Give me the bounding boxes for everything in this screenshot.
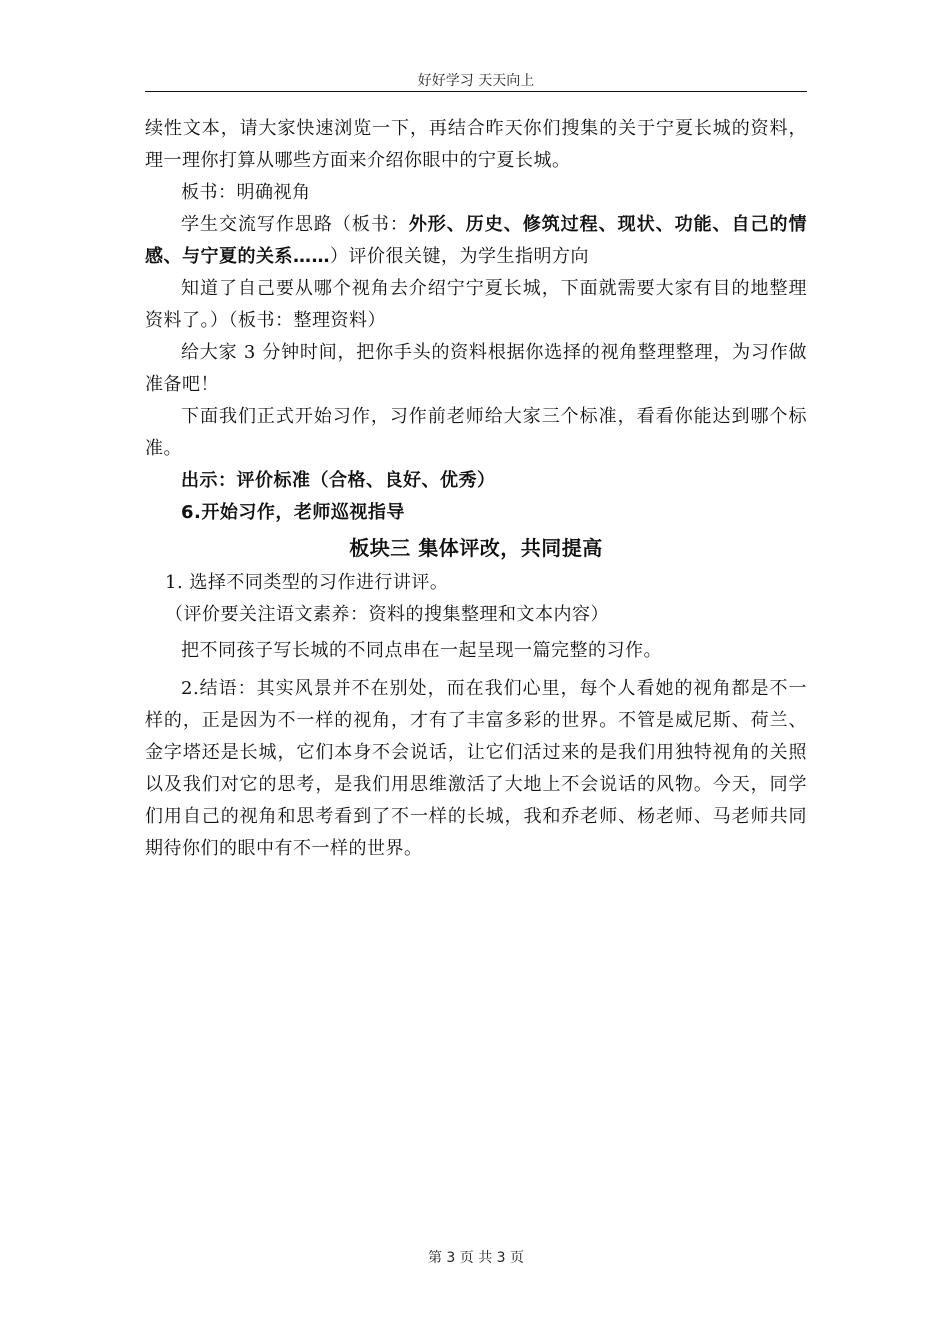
page-footer: 第 3 页 共 3 页 (427, 1250, 525, 1266)
paragraph-writing-ideas (145, 209, 807, 273)
paragraph-continuation: 续性文本，请大家快速浏览一下，再结合昨天你们搜集的关于宁夏长城的资料，理一理你打算从哪些方面来介绍你眼中的宁夏长城。 (145, 118, 807, 171)
section3-item1: 1. 选择不同类型的习作进行讲评。 (165, 572, 449, 593)
header-divider (145, 91, 807, 92)
paragraph-standards: 下面我们正式开始习作，习作前老师给大家三个标准，看看你能达到哪个标准。 (145, 406, 807, 459)
page-header: 好好学习 天天向上 (417, 73, 535, 89)
paragraph-start-writing: 6.开始习作，老师巡视指导 (181, 502, 405, 523)
writing-ideas-tail: ）评价很关键，为学生指明方向 (330, 246, 589, 267)
document-body (145, 113, 807, 865)
writing-ideas-bold: 外形、历史、修筑过程、现状、功能、自己的情感、与宁夏的关系…… (145, 214, 807, 267)
writing-ideas-lead: 学生交流写作思路（板书： (181, 214, 409, 235)
section3-conclusion: 2.结语：其实风景并不在别处，而在我们心里，每个人看她的视角都是不一样的，正是因为不一样的视角，才有了丰富多彩的世界。不管是威尼斯、荷兰、金字塔还是长城，它们本身不会说话，让它们活过来的是我们用独特视角的关照以及我们对它的思考，是我们用思维激活了大地上不会说话的风物。今天，同学们用自己的视角和思考看到了不一样的长城，我和乔老师、杨老师、马老师共同期待你们的眼中有不一样的世界。 (145, 678, 807, 859)
section3-item1-note: （评价要关注语文素养：资料的搜集整理和文本内容） (165, 604, 609, 625)
paragraph-organize-materials: 知道了自己要从哪个视角去介绍宁宁夏长城，下面就需要大家有目的地整理资料了。）（板书：整理资料） (145, 278, 807, 331)
section3-title: 板块三 集体评改，共同提高 (349, 536, 603, 560)
paragraph-three-minutes: 给大家 3 分钟时间，把你手头的资料根据你选择的视角整理整理，为习作做准备吧！ (145, 342, 807, 395)
paragraph-board-perspective: 板书：明确视角 (181, 182, 311, 203)
section3-item1-detail: 把不同孩子写长城的不同点串在一起呈现一篇完整的习作。 (181, 640, 662, 661)
paragraph-evaluation-standards: 出示：评价标准（合格、良好、优秀） (181, 470, 496, 491)
